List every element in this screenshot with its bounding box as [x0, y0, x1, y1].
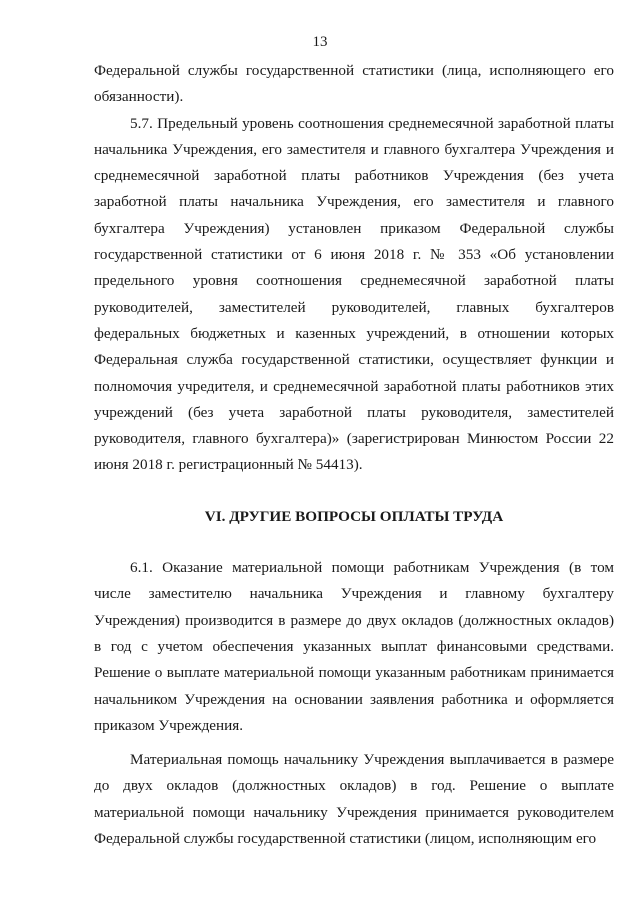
- section-heading: VI. ДРУГИЕ ВОПРОСЫ ОПЛАТЫ ТРУДА: [204, 507, 504, 525]
- page-number: 13: [312, 34, 328, 50]
- paragraph-6-1: 6.1. Оказание материальной помощи работникам Учреждения (в том числе заместителю начальника Учреждения и главному бухгалтеру Учреждения) производится в размере до двух окладов (должностных окладов) в год с учетом обеспечения указанных выплат финансовыми средствами. Решение о выплате материальной помощи указанным работникам принимается начальником Учреждения на основании заявления работника и оформляется приказом Учреждения.: [94, 559, 614, 734]
- spacer: [94, 479, 614, 504]
- paragraph-material-aid-head: Материальная помощь начальнику Учреждения выплачивается в размере до двух окладов (должностных окладов) в год. Решение о выплате материальной помощи начальнику Учреждения принимается руководителем Федеральной службы государственной статистики (лицом, исполняющим его: [94, 751, 614, 848]
- paragraph-continuation: Федеральной службы государственной статистики (лица, исполняющего его обязанности).: [94, 62, 614, 106]
- spacer: [94, 530, 614, 555]
- paragraph-5-7: 5.7. Предельный уровень соотношения среднемесячной заработной платы начальника Учреждения, его заместителя и главного бухгалтера Учреждения и среднемесячной заработной платы работников Учреждения (без учета заработной платы начальника Учреждения, его заместителя и главного бухгалтера Учреждения) установлен приказом Федеральной службы государственной статистики от 6 июня 2018 г. № 353 «Об установлении предельного уровня соотношения среднемесячной заработной платы руководителей, заместителей руководителей, главных бухгалтеров федеральных бюджетных и казенных учреждений, в отношении которых Федеральная служба государственной статистики, осуществляет функции и полномочия учредителя, и среднемесячной заработной платы работников этих учреждений (без учета заработной платы руководителя, заместителей руководителя, главного бухгалтера)» (зарегистрирован Минюстом России 22 июня 2018 г. регистрационный № 54413).: [94, 114, 614, 474]
- spacer: [94, 739, 614, 747]
- document-body: [94, 58, 614, 852]
